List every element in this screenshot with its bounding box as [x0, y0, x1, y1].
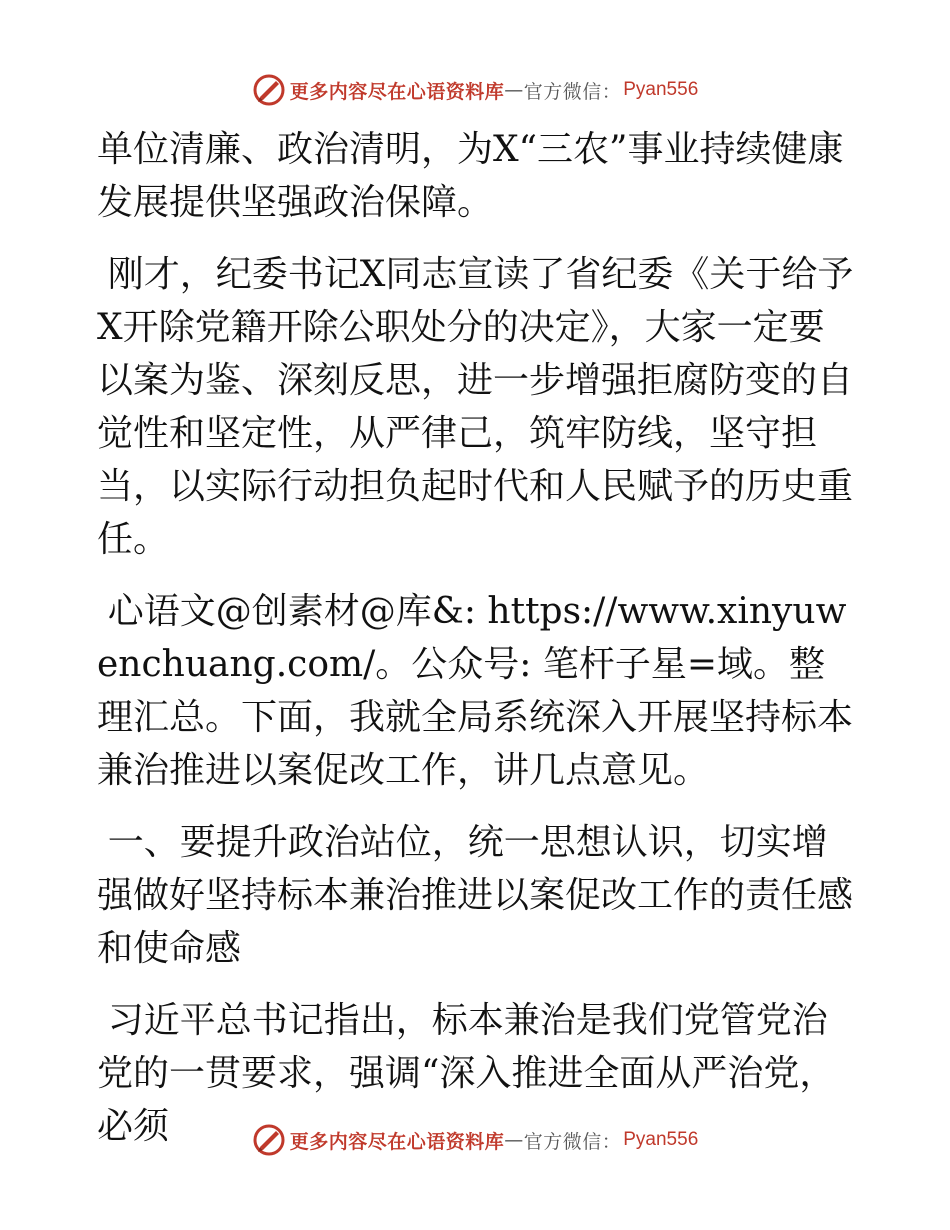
- document-body: [97, 123, 857, 1172]
- section-heading-1: 一、要提升政治站位，统一思想认识，切实增强做好坚持标本兼治推进以案促改工作的责任感和使命感: [97, 822, 854, 969]
- footer-separator: —: [504, 1129, 524, 1151]
- footer-banner: [0, 1120, 950, 1160]
- header-wechat-label: 官方微信：: [523, 80, 622, 103]
- brand-logo-icon: [252, 73, 286, 107]
- header-separator: —: [504, 79, 524, 101]
- paragraph-2: 刚才，纪委书记X同志宣读了省纪委《关于给予X开除党籍开除公职处分的决定》，大家一定要以案为鉴、深刻反思，进一步增强拒腐防变的自觉性和坚定性，从严律己，筑牢防线，坚守担当，以实际行动担负起时代和人民赋予的历史重任。: [97, 254, 854, 560]
- header-site-text: 更多内容尽在心语资料库: [289, 80, 505, 103]
- footer-site-text: 更多内容尽在心语资料库: [289, 1130, 505, 1153]
- paragraph-3: 心语文@创素材@库&: https://www.xinyuwenchuang.com/。公众号: 笔杆子星=域。整理汇总。下面，我就全局系统深入开展坚持标本兼治推进以案促改工作，讲几点意见。: [97, 591, 854, 791]
- footer-wechat-label: 官方微信：: [523, 1130, 622, 1153]
- footer-wechat-id: Pyan556: [623, 1129, 699, 1150]
- header-wechat-id: Pyan556: [623, 79, 699, 100]
- header-banner: [0, 70, 950, 110]
- brand-logo-icon: [252, 1123, 286, 1157]
- paragraph-5: 习近平总书记指出，标本兼治是我们党管党治党的一贯要求，强调“深入推进全面从严治党，必须: [97, 1000, 836, 1147]
- paragraph-1: 单位清廉、政治清明，为X“三农”事业持续健康发展提供坚强政治保障。: [97, 129, 844, 223]
